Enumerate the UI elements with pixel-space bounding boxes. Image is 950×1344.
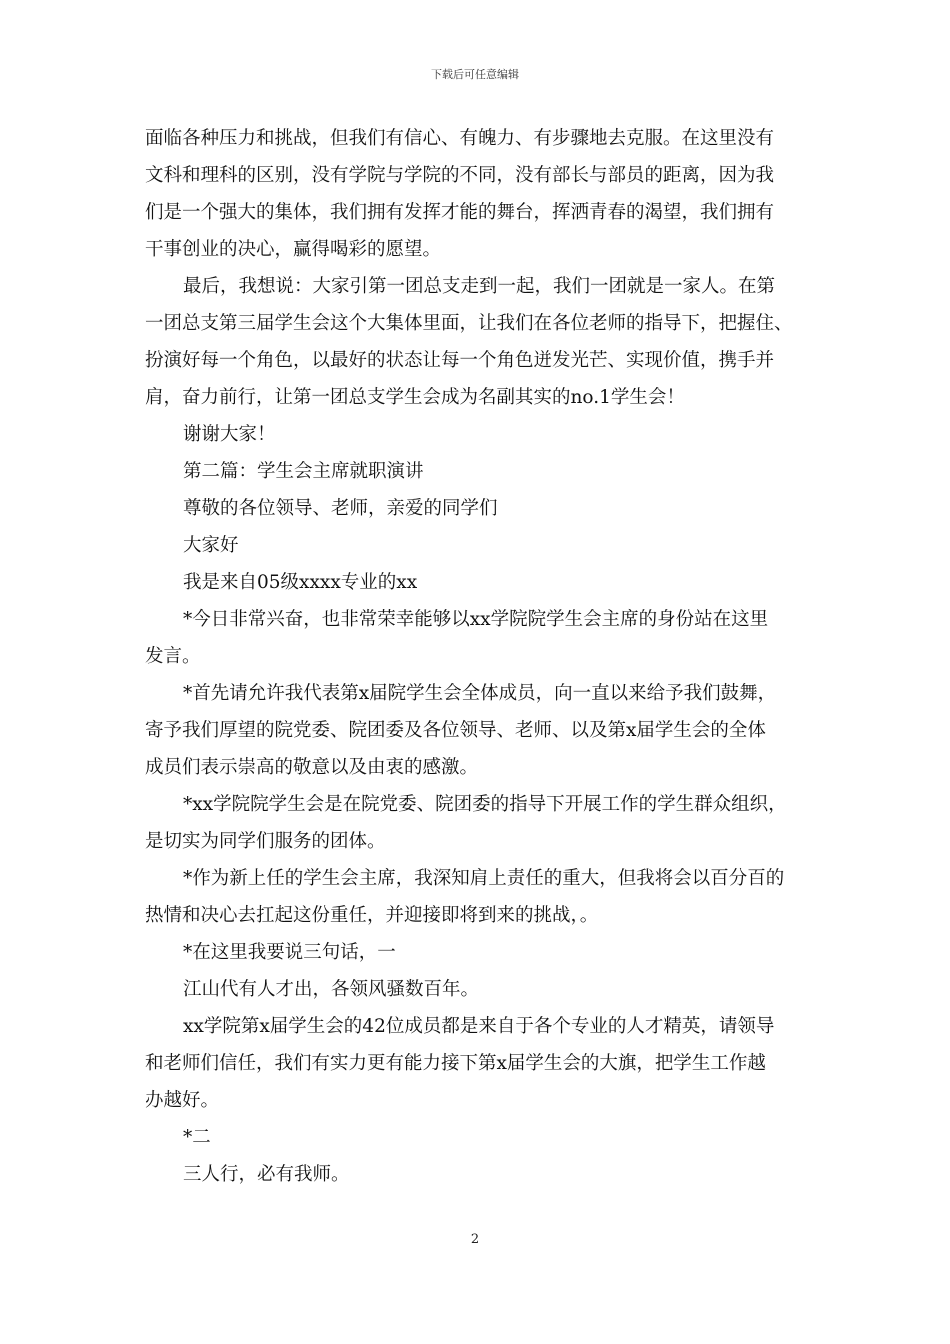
text-line: 一团总支第三届学生会这个大集体里面，让我们在各位老师的指导下，把握住、 bbox=[145, 313, 793, 334]
page-header-note: 下载后可任意编辑 bbox=[431, 68, 519, 81]
text-line: 肩，奋力前行，让第一团总支学生会成为名副其实的no.1学生会！ bbox=[145, 387, 685, 408]
text-line: 成员们表示崇高的敬意以及由衷的感激。 bbox=[145, 757, 479, 778]
text-line: 江山代有人才出，各领风骚数百年。 bbox=[183, 979, 480, 1000]
text-line: 是切实为同学们服务的团体。 bbox=[145, 831, 386, 852]
text-line: 和老师们信任，我们有实力更有能力接下第x届学生会的大旗，把学生工作越 bbox=[145, 1053, 766, 1074]
text-line: *二 bbox=[183, 1127, 211, 1148]
section-heading: 第二篇：学生会主席就职演讲 bbox=[183, 461, 424, 482]
text-line: 谢谢大家！ bbox=[183, 424, 276, 445]
text-line: 办越好。 bbox=[145, 1090, 220, 1111]
text-line: 大家好 bbox=[183, 535, 239, 556]
text-line: 我是来自05级xxxx专业的xx bbox=[183, 572, 418, 593]
text-line: *xx学院院学生会是在院党委、院团委的指导下开展工作的学生群众组织， bbox=[183, 794, 787, 815]
text-line: 三人行，必有我师。 bbox=[183, 1164, 350, 1185]
text-line: 发言。 bbox=[145, 646, 201, 667]
text-line: 文科和理科的区别，没有学院与学院的不同，没有部长与部员的距离，因为我 bbox=[145, 165, 775, 186]
text-line: 最后，我想说：大家引第一团总支走到一起，我们一团就是一家人。在第 bbox=[183, 276, 776, 297]
text-line: 热情和决心去扛起这份重任，并迎接即将到来的挑战，。 bbox=[145, 905, 599, 926]
text-line: 寄予我们厚望的院党委、院团委及各位领导、老师、以及第x届学生会的全体 bbox=[145, 720, 766, 741]
text-line: 们是一个强大的集体，我们拥有发挥才能的舞台，挥洒青春的渴望，我们拥有 bbox=[145, 202, 775, 223]
page-number: 2 bbox=[470, 1232, 480, 1247]
text-line: *首先请允许我代表第x届院学生会全体成员，向一直以来给予我们鼓舞， bbox=[183, 683, 777, 704]
text-line: *今日非常兴奋，也非常荣幸能够以xx学院院学生会主席的身份站在这里 bbox=[183, 609, 769, 630]
text-line: 干事创业的决心，赢得喝彩的愿望。 bbox=[145, 239, 442, 260]
text-line: *作为新上任的学生会主席，我深知肩上责任的重大，但我将会以百分百的 bbox=[183, 868, 785, 889]
text-line: 面临各种压力和挑战，但我们有信心、有魄力、有步骤地去克服。在这里没有 bbox=[145, 128, 775, 149]
document-body bbox=[145, 120, 815, 1193]
text-line: *在这里我要说三句话，一 bbox=[183, 942, 396, 963]
text-line: 扮演好每一个角色，以最好的状态让每一个角色迸发光芒、实现价值，携手并 bbox=[145, 350, 775, 371]
text-line: 尊敬的各位领导、老师，亲爱的同学们 bbox=[183, 498, 498, 519]
text-line: xx学院第x届学生会的42位成员都是来自于各个专业的人才精英，请领导 bbox=[183, 1016, 775, 1037]
